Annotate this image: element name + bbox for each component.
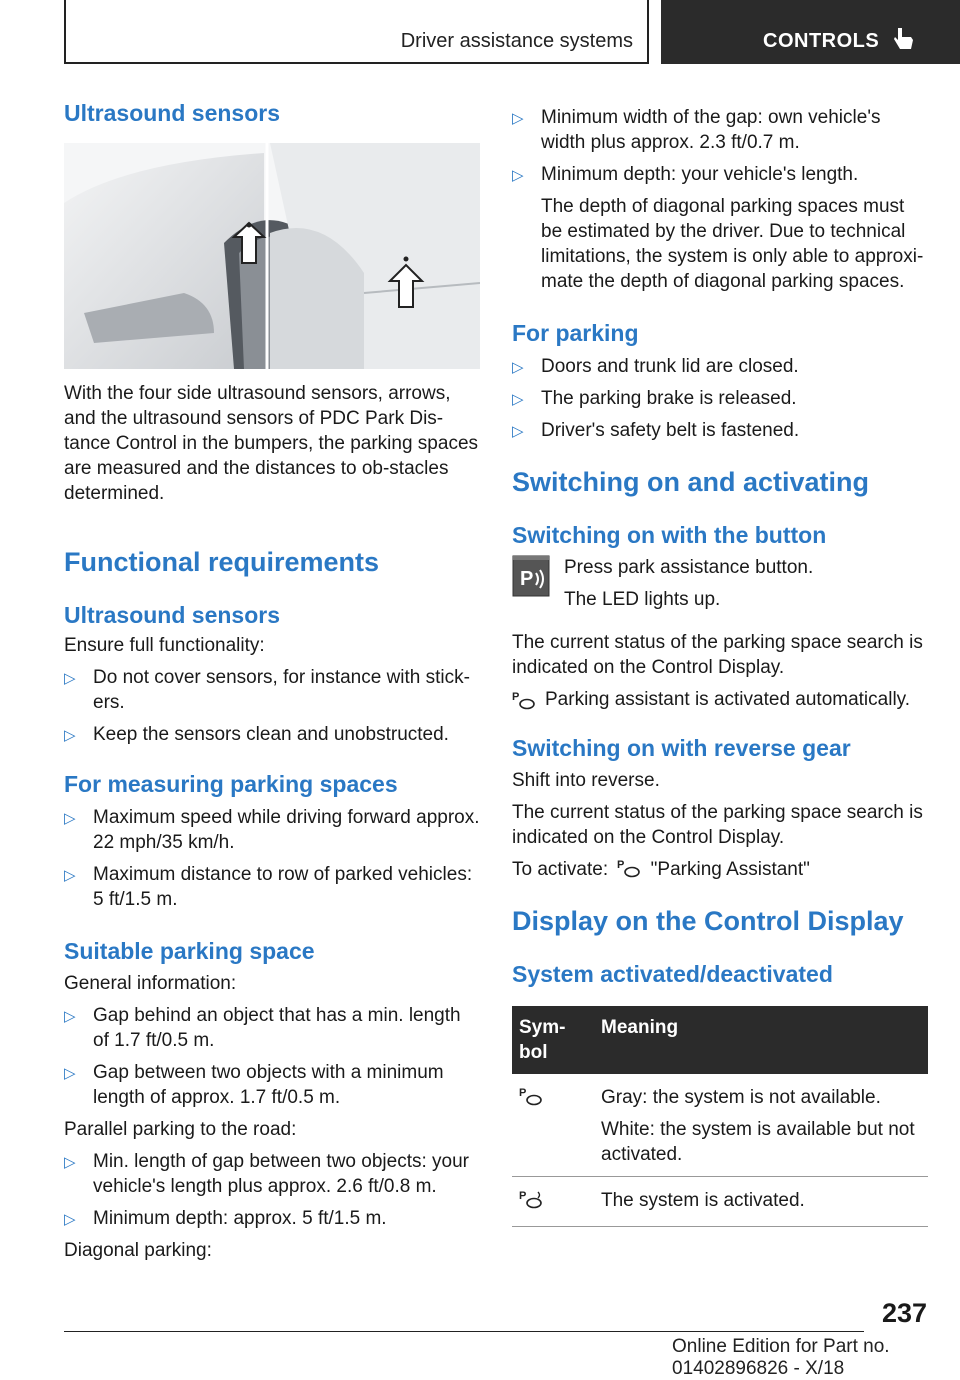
bullet-triangle-icon: ▷	[512, 423, 524, 440]
parking-assistant-active-icon	[519, 1188, 543, 1210]
button-instruction	[512, 555, 928, 612]
meaning-gray-text: Gray: the system is not available.	[601, 1087, 881, 1108]
header-section-title: Driver assistance systems	[400, 30, 633, 52]
parking-assistant-icon	[617, 857, 641, 879]
list-item	[64, 722, 480, 747]
activate-menu-item: "Parking Assistant"	[650, 859, 810, 880]
heading-system-activated: System activated/deactivated	[512, 961, 833, 987]
heading-functional-requirements: Functional requirements	[64, 547, 380, 577]
bullet-triangle-icon: ▷	[64, 867, 76, 884]
list-item	[64, 665, 480, 715]
list-item	[64, 1060, 480, 1110]
footer-divider	[64, 1331, 864, 1332]
svg-text:P: P	[519, 1190, 527, 1202]
col-symbol-header: Sym-bol	[512, 1006, 594, 1074]
header-chapter-title: CONTROLS	[763, 30, 880, 52]
heading-switching-on: Switching on and activating	[512, 467, 870, 497]
diagonal-depth-note: The depth of diagonal parking spaces must be estimated by the driver. Due to technical limitations, the system is only able to approxi-mate the depth of diagonal parking spaces.	[541, 196, 924, 292]
heading-for-parking: For parking	[512, 320, 639, 346]
symbol-cell	[512, 1074, 594, 1177]
meaning-cell: The system is activated.	[594, 1177, 928, 1227]
hand-pointer-icon	[893, 26, 915, 52]
status-text-1: The current status of the parking space search is indicated on the Control Display.	[512, 632, 923, 678]
svg-text:P: P	[520, 568, 534, 590]
bullet-triangle-icon: ▷	[512, 359, 524, 376]
list-item	[512, 418, 928, 443]
activate-text	[512, 857, 928, 882]
right-column	[512, 100, 928, 1227]
ensure-text: Ensure full functionality:	[64, 635, 265, 656]
list-item-text: Maximum distance to row of parked vehicles: 5 ft/1.5 m.	[93, 864, 473, 910]
symbol-cell	[512, 1177, 594, 1227]
list-item-text: Doors and trunk lid are closed.	[541, 356, 799, 377]
left-column	[64, 100, 480, 1263]
bullet-triangle-icon: ▷	[64, 1065, 76, 1082]
list-item-text: The parking brake is released.	[541, 388, 797, 409]
bullet-triangle-icon: ▷	[64, 727, 76, 744]
list-item	[512, 105, 928, 155]
list-item-text: Minimum depth: your vehicle's length.	[541, 164, 859, 185]
list-item-text: Minimum width of the gap: own vehicle's width plus approx. 2.3 ft/0.7 m.	[541, 107, 881, 153]
heading-suitable-space: Suitable parking space	[64, 938, 315, 964]
parking-assistant-icon	[512, 689, 536, 711]
ultrasound-sensor-figure	[64, 143, 480, 369]
meaning-cell	[594, 1074, 928, 1177]
activate-prefix: To activate:	[512, 859, 609, 880]
bullet-triangle-icon: ▷	[512, 110, 524, 127]
list-item-text: Gap behind an object that has a min. length of 1.7 ft/0.5 m.	[93, 1005, 461, 1051]
list-item	[512, 386, 928, 411]
list-item	[64, 1149, 480, 1199]
auto-activated-row	[512, 687, 928, 712]
col-meaning-header: Meaning	[594, 1006, 928, 1074]
heading-ultrasound-sensors: Ultrasound sensors	[64, 100, 280, 126]
bullet-triangle-icon: ▷	[64, 1211, 76, 1228]
list-item	[64, 1003, 480, 1053]
table-row	[512, 1074, 928, 1177]
list-item	[512, 354, 928, 379]
heading-reverse-gear: Switching on with reverse gear	[512, 735, 851, 761]
list-item-text: Gap between two objects with a minimum length of approx. 1.7 ft/0.5 m.	[93, 1062, 444, 1108]
bullet-triangle-icon: ▷	[512, 167, 524, 184]
list-item-text: Min. length of gap between two objects: your vehicle's length plus approx. 2.6 ft/0.8 m.	[93, 1151, 470, 1197]
general-info-text: General information:	[64, 973, 237, 994]
header-chapter-tab	[661, 0, 960, 64]
list-item	[64, 862, 480, 912]
list-item-text: Keep the sensors clean and unobstructed.	[93, 724, 449, 745]
list-item-text: Minimum depth: approx. 5 ft/1.5 m.	[93, 1208, 387, 1229]
bullet-triangle-icon: ▷	[64, 1154, 76, 1171]
table-row	[512, 1177, 928, 1227]
meaning-white-text: White: the system is available but not activated.	[601, 1119, 915, 1165]
parking-assistant-gray-icon	[519, 1085, 543, 1107]
page-number: 237	[882, 1298, 928, 1328]
status-text-2: The current status of the parking space search is indicated on the Control Display.	[512, 802, 923, 848]
bullet-triangle-icon: ▷	[64, 810, 76, 827]
list-item-text: Do not cover sensors, for instance with stick-ers.	[93, 667, 470, 713]
diagonal-parking-text: Diagonal parking:	[64, 1240, 212, 1261]
symbol-table	[512, 1006, 928, 1227]
auto-activated-text: Parking assistant is activated automatically.	[545, 689, 911, 710]
shift-text: Shift into reverse.	[512, 770, 660, 791]
parallel-parking-text: Parallel parking to the road:	[64, 1119, 297, 1140]
list-item	[64, 805, 480, 855]
bullet-triangle-icon: ▷	[512, 391, 524, 408]
list-item	[512, 162, 928, 187]
bullet-triangle-icon: ▷	[64, 1008, 76, 1025]
press-button-text: Press park assistance button.	[564, 557, 814, 578]
svg-text:P: P	[512, 691, 520, 703]
list-item	[64, 1206, 480, 1231]
bullet-triangle-icon: ▷	[64, 670, 76, 687]
list-item-text: Driver's safety belt is fastened.	[541, 420, 800, 441]
svg-text:P: P	[519, 1087, 527, 1099]
edition-text: Online Edition for Part no. 01402896826 - X/18	[672, 1336, 890, 1379]
park-assist-button-icon	[512, 555, 550, 597]
heading-control-display: Display on the Control Display	[512, 906, 904, 936]
list-item-text: Maximum speed while driving forward approx. 22 mph/35 km/h.	[93, 807, 480, 853]
table-header-row	[512, 1006, 928, 1074]
svg-text:P: P	[617, 859, 625, 871]
header-section-box	[64, 0, 649, 64]
led-text: The LED lights up.	[564, 589, 721, 610]
intro-paragraph: With the four side ultrasound sensors, arrows, and the ultrasound sensors of PDC Park Dis-tance Control in the bumpers, the parking spaces are measured and the distances to ob-stacles determined.	[64, 383, 479, 504]
heading-ultrasound-sensors-2: Ultrasound sensors	[64, 602, 280, 628]
heading-for-measuring: For measuring parking spaces	[64, 771, 398, 797]
heading-switching-button: Switching on with the button	[512, 522, 827, 548]
